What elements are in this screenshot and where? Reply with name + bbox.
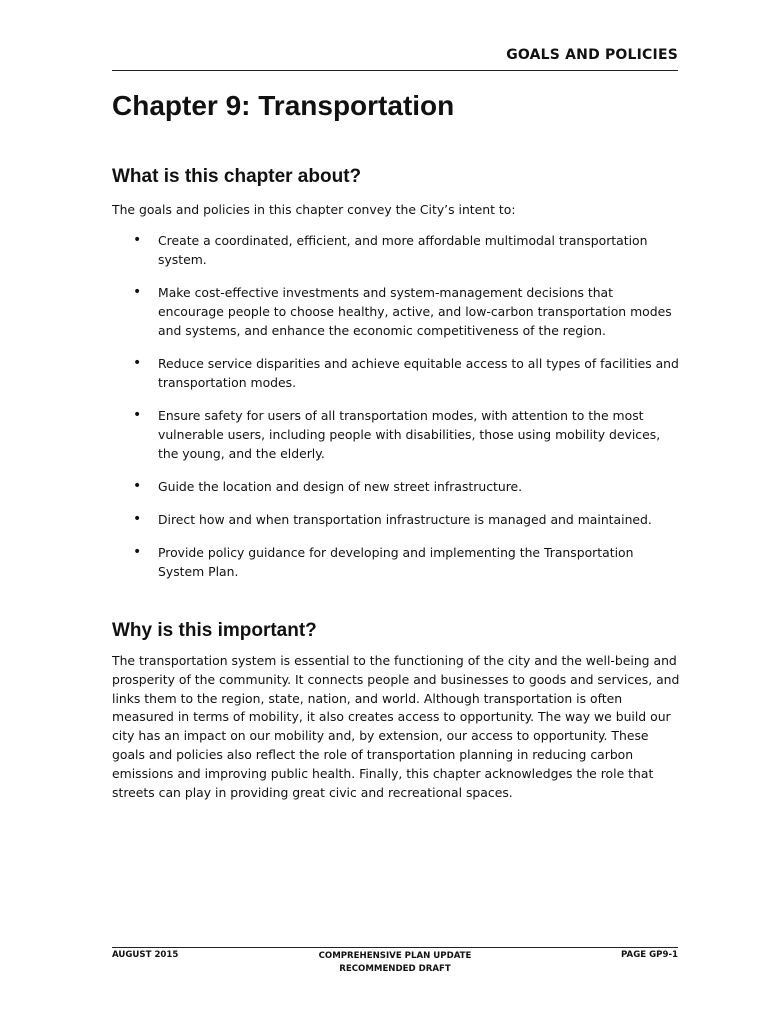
footer-page-number: PAGE GP9-1 [621,950,678,960]
footer-date: AUGUST 2015 [112,950,179,960]
list-item: • Make cost-effective investments and system-management decisions that encourage people to choose healthy, active, and low-carbon transportation modes and systems, and enhance the economic competitiveness of the region. [112,283,682,340]
list-item: • Reduce service disparities and achieve equitable access to all types of facilities and transportation modes. [112,354,682,392]
chapter-title: Chapter 9: Transportation [112,90,455,121]
why-paragraph: The transportation system is essential to the functioning of the city and the well-being and prosperity of the community. It connects people and businesses to goods and services, and links them to the region, state, nation, and world. Although transportation is often measured in terms of mobility, it also creates access to opportunity. The way we build our city has an impact on our mobility and, by extension, our access to opportunity. These goals and policies also reflect the role of transportation planning in reducing carbon emissions and improving public health. Finally, this chapter acknowledges the role that streets can play in providing great civic and recreational spaces. [112,653,680,800]
intent-bullet-list [112,231,682,595]
list-item: • Provide policy guidance for developing and implementing the Transportation System Plan. [112,543,682,581]
footer-document-title [250,950,540,976]
footer-title-line-1: COMPREHENSIVE PLAN UPDATE [318,951,472,961]
section-heading-about: What is this chapter about? [112,166,362,187]
header-divider [112,70,678,71]
list-item: • Create a coordinated, efficient, and more affordable multimodal transportation system. [112,231,682,269]
list-item: • Ensure safety for users of all transportation modes, with attention to the most vulnerable users, including people with disabilities, those using mobility devices, the young, and the elderly. [112,406,682,463]
intro-paragraph: The goals and policies in this chapter convey the City’s intent to: [112,202,516,217]
list-item: • Direct how and when transportation infrastructure is managed and maintained. [112,510,682,529]
section-heading-why: Why is this important? [112,620,317,641]
footer-divider [112,947,678,948]
list-item: • Guide the location and design of new street infrastructure. [112,477,682,496]
footer-title-line-2: RECOMMENDED DRAFT [339,964,451,974]
running-header: GOALS AND POLICIES [506,47,678,63]
